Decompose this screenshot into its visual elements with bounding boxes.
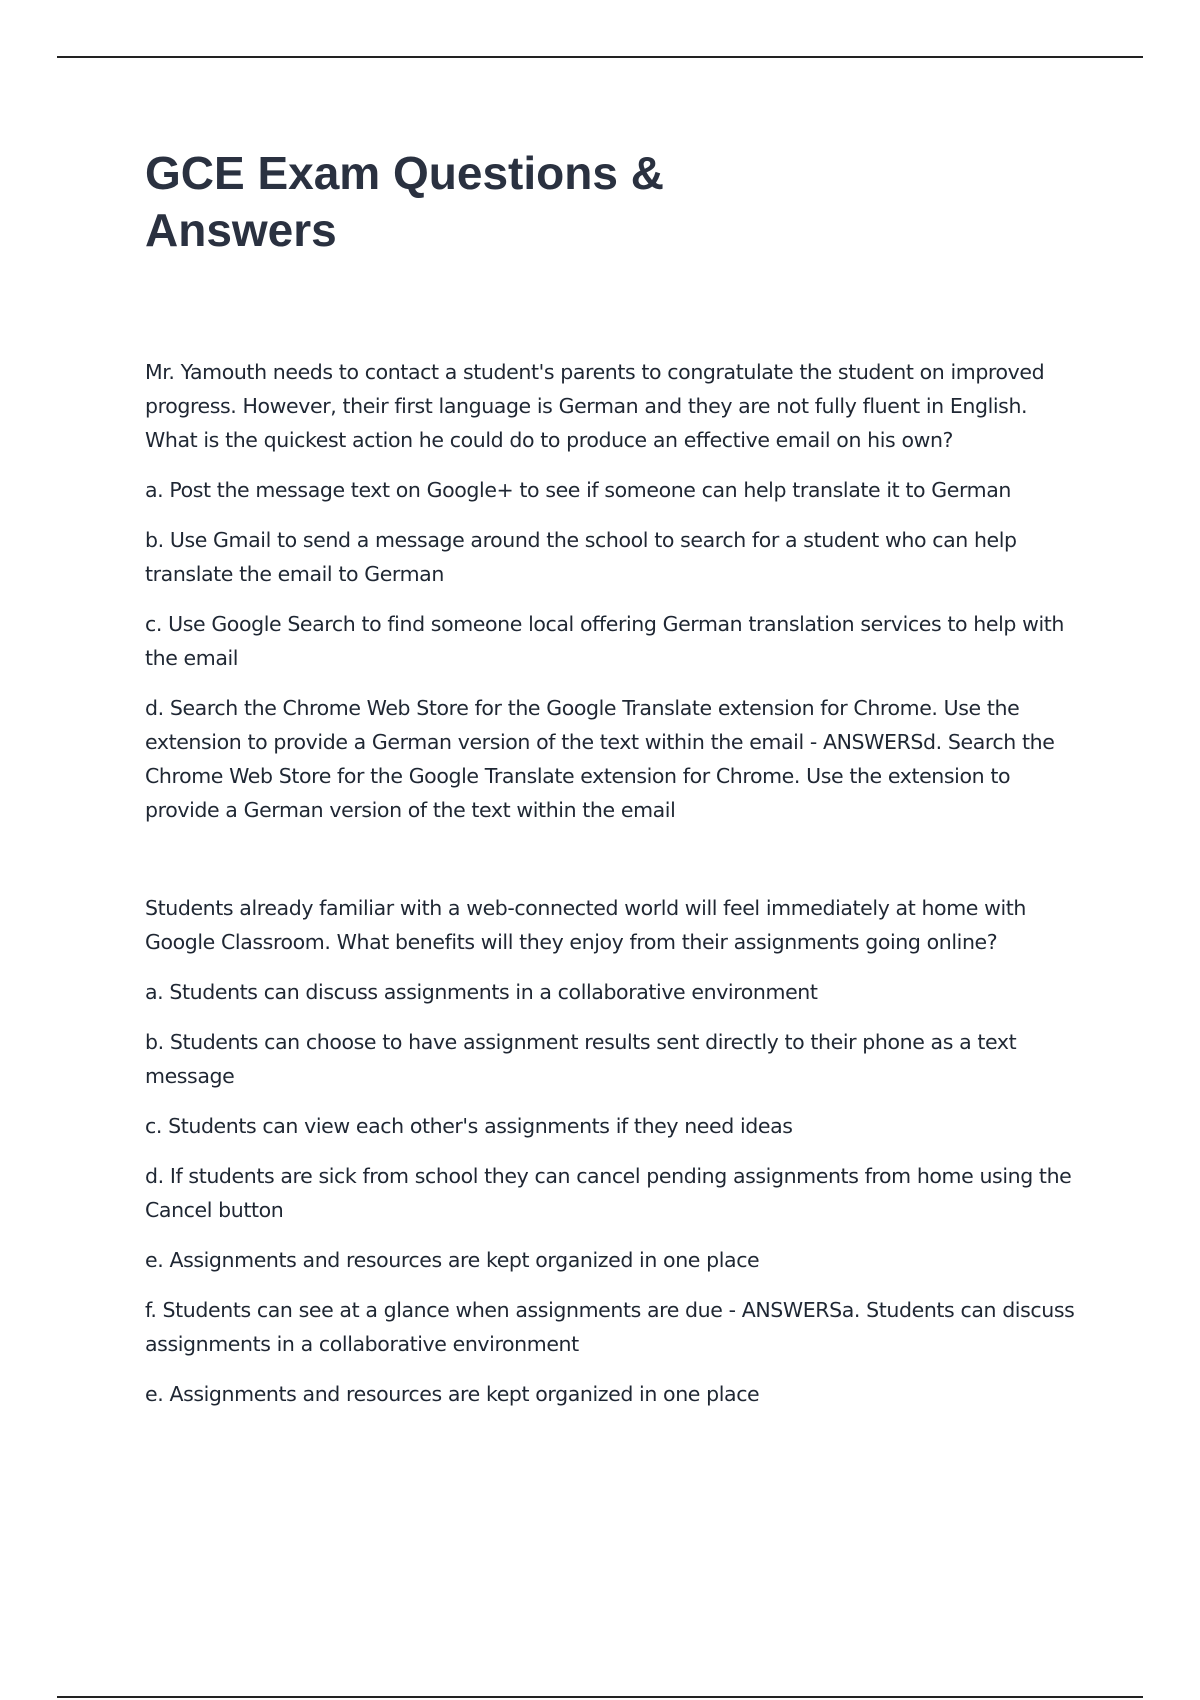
- option-text: a. Students can discuss assignments in a collaborative environment: [145, 980, 818, 1004]
- question-block-2: [145, 891, 1085, 1411]
- top-rule: [57, 56, 1143, 58]
- question-text: Mr. Yamouth needs to contact a student's parents to congratulate the student on improved progress. However, their first language is German and they are not fully fluent in English. What is the quickest action he could do to produce an effective email on his own?: [145, 360, 1045, 452]
- option-text: f. Students can see at a glance when assignments are due - ANSWERSa. Students can discuss assignments in a collaborative environment: [145, 1298, 1075, 1356]
- option-text: c. Use Google Search to find someone local offering German translation services to help with the email: [145, 612, 1064, 670]
- bottom-rule: [57, 1696, 1143, 1698]
- option-text: b. Students can choose to have assignment results sent directly to their phone as a text message: [145, 1030, 1017, 1088]
- option-text: e. Assignments and resources are kept organized in one place: [145, 1382, 760, 1406]
- document-title: GCE Exam Questions & Answers: [145, 147, 664, 256]
- question-block-1: [145, 355, 1085, 827]
- option-text: d. If students are sick from school they can cancel pending assignments from home using the Cancel button: [145, 1164, 1072, 1222]
- option-text: d. Search the Chrome Web Store for the Google Translate extension for Chrome. Use the extension to provide a German version of the text within the email - ANSWERSd. Search the Chrome Web Store for the Google Translate extension for Chrome. Use the extension to provide a German version of the text within the email: [145, 696, 1055, 822]
- document-body: [145, 355, 1085, 1427]
- option-text: a. Post the message text on Google+ to see if someone can help translate it to German: [145, 478, 1011, 502]
- option-text: c. Students can view each other's assignments if they need ideas: [145, 1114, 793, 1138]
- question-text: Students already familiar with a web-connected world will feel immediately at home with Google Classroom. What benefits will they enjoy from their assignments going online?: [145, 896, 1026, 954]
- option-text: b. Use Gmail to send a message around the school to search for a student who can help translate the email to German: [145, 528, 1017, 586]
- option-text: e. Assignments and resources are kept organized in one place: [145, 1248, 760, 1272]
